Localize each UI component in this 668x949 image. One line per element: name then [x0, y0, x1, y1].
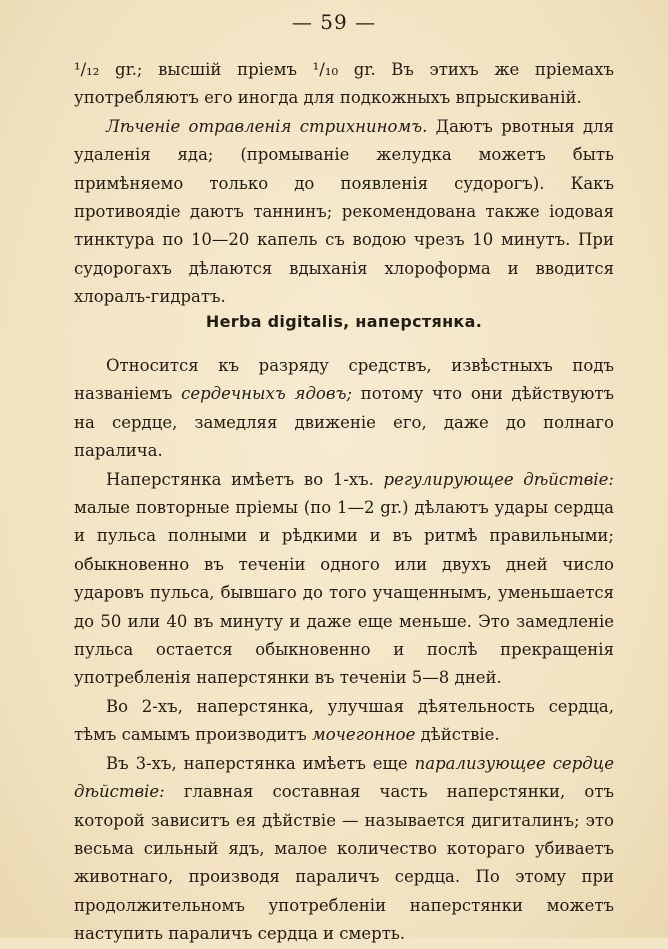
treatment-title: Лѣченіе отравленія стрихниномъ.	[106, 116, 428, 136]
paragraph-1	[74, 352, 614, 466]
paragraph-3	[74, 693, 614, 750]
strychnine-section	[74, 56, 614, 312]
p2-text-a: Наперстянка имѣетъ во 1-хъ.	[106, 469, 384, 489]
p2-emphasis: регулирующее дѣйствіе:	[383, 469, 614, 489]
p1-emphasis: сердечныхъ ядовъ;	[181, 384, 353, 404]
p3-text-a: Во 2-хъ, наперстянка, улучшая дѣятельность сердца, тѣмъ самымъ производитъ	[74, 696, 614, 745]
treatment-text: Даютъ рвотныя для удаленія яда; (промываніе желудка можетъ быть примѣняемо только до появленія судорогъ). Какъ противоядіе даютъ таннинъ; рекомендована также іодовая тинктура по 10—20 капель съ водою чрезъ 10 минутъ. При судорогахъ дѣлаются вдыханія хлороформа и вводится хлоралъ-гидратъ.	[74, 116, 614, 307]
page-number: — 59 —	[291, 10, 377, 34]
p1-text-a: Относится къ разряду средствъ, извѣстныхъ подъ названіемъ	[74, 356, 614, 404]
p3-text-c: дѣйствіе.	[415, 725, 500, 745]
digitalis-section	[74, 352, 614, 949]
p1-text-c: потому что они дѣйствуютъ на сердце, замедляя движеніе его, даже до полнаго паралича.	[74, 384, 615, 461]
paragraph-4	[74, 750, 614, 949]
paragraph-2	[74, 466, 614, 693]
dosage-text: ¹/₁₂ gr.; высшій пріемъ ¹/₁₀ gr. Въ этихъ же пріемахъ употребляютъ его иногда для подкожныхъ впрыскиваній.	[74, 60, 614, 108]
p4-text-a: Въ 3-хъ, наперстянка имѣетъ еще	[106, 753, 415, 773]
p4-text-c: главная составная часть наперстянки, отъ которой зависитъ ея дѣйствіе — называется дигиталинъ; это весьма сильный ядъ, малое количество котораго убиваетъ животнаго, производя параличъ сердца. По этому при продолжительномъ употребленіи наперстянки можетъ наступить параличъ сердца и смерть.	[74, 782, 614, 944]
p4-emphasis: парализующее сердце дѣйствіе:	[74, 753, 614, 802]
section-heading: Herba digitalis, наперстянка.	[205, 312, 483, 331]
treatment-paragraph	[74, 113, 614, 312]
p3-emphasis: мочегонное	[312, 725, 416, 745]
dosage-paragraph	[74, 56, 614, 113]
p2-text-c: малые повторные пріемы (по 1—2 gr.) дѣлаютъ удары сердца и пульса полными и рѣдкими и въ ритмѣ правильными; обыкновенно въ теченіи одного или двухъ дней число ударовъ пульса, бывшаго до того учащеннымъ, уменьшается до 50 или 40 въ минуту и даже еще меньше. Это замедленіе пульса остается обыкновенно и послѣ прекращенія употребленія наперстянки въ теченіи 5—8 дней.	[74, 498, 614, 688]
